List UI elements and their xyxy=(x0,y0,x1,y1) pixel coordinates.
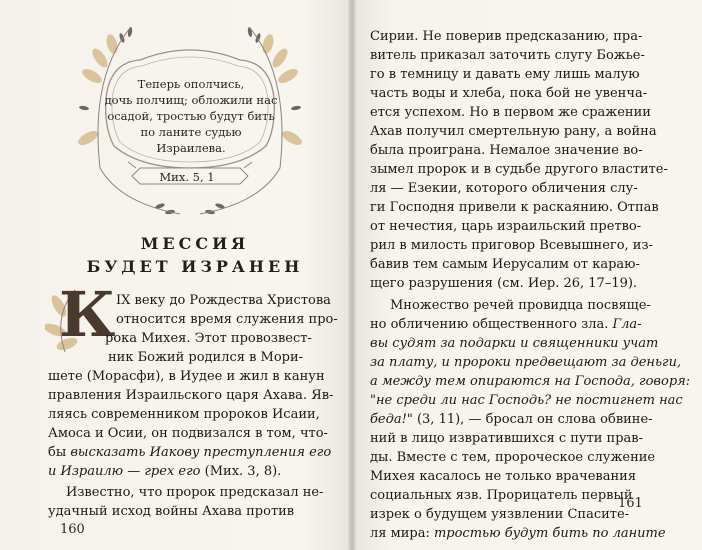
text-line: ется успехом. Но в первом же сражении xyxy=(370,105,651,120)
text-line: часть воды и хлеба, пока бой не увенча- xyxy=(370,86,648,101)
text-line: Ахав получил смертельную рану, а война xyxy=(370,124,657,139)
chapter-heading xyxy=(70,232,320,278)
text-span: (Мих. 3, 8). xyxy=(200,464,282,479)
drop-cap xyxy=(45,278,116,356)
text-line: была проиграна. Немалое значение во- xyxy=(370,143,643,158)
text-line: удачный исход войны Ахава против xyxy=(48,504,295,519)
text-line: го в темницу и давать ему лишь малую xyxy=(370,67,640,82)
text-line: социальных язв. Прорицатель первый xyxy=(370,488,633,503)
epigraph-line: осадой, тростью будут бить xyxy=(107,109,275,123)
text-span: но обличению общественного зла. xyxy=(370,317,613,332)
page-number-left: 160 xyxy=(60,522,85,537)
text-line xyxy=(370,525,666,544)
text-line xyxy=(370,316,642,335)
text-line: Амоса и Осии, он подвизался в том, что- xyxy=(48,426,328,441)
text-line: ний в лицо извратившихся с пути прав- xyxy=(370,431,643,446)
text-line: ги Господня привели к раскаянию. Отпав xyxy=(370,200,659,215)
text-line: изрек о будущем уязвлении Спасите- xyxy=(370,507,630,522)
text-line: IX веку до Рождества Христова xyxy=(116,293,331,308)
text-line: Известно, что пророк предсказал не- xyxy=(66,485,324,500)
italic-quote: Гла- xyxy=(612,317,642,332)
text-line: шете (Морасфи), в Иудее и жил в канун xyxy=(48,369,325,384)
text-line: "не среди ли нас Господь? не постигнет нас xyxy=(370,393,683,408)
heading-line-1: МЕССИЯ xyxy=(140,234,250,253)
text-span: бы xyxy=(48,445,71,460)
text-line: от нечестия, царь израильский претво- xyxy=(370,219,642,234)
epigraph-line: дочь полчищ; обложили нас xyxy=(104,93,278,107)
text-line: ляясь современником пророков Исаии, xyxy=(48,407,320,422)
text-line: Михея касалось не только врачевания xyxy=(370,469,637,484)
drop-cap-letter: К xyxy=(59,278,116,351)
text-line: Множество речей провидца посвяще- xyxy=(390,298,651,313)
text-line xyxy=(370,411,653,430)
text-span: ля мира: xyxy=(370,526,434,541)
text-line: относится время служения про- xyxy=(116,312,338,327)
text-line: щего разрушения (см. Иер. 26, 17–19). xyxy=(370,276,638,291)
text-line: рока Михея. Этот провозвест- xyxy=(105,331,312,346)
text-line: бавив тем самым Иерусалим от караю- xyxy=(370,257,640,272)
epigraph-line: Израилева. xyxy=(156,141,226,155)
epigraph-line: Теперь ополчись, xyxy=(137,77,245,91)
epigraph-reference: Мих. 5, 1 xyxy=(159,170,215,184)
text-line: а между тем опираются на Господа, говоря: xyxy=(370,374,691,389)
italic-quote: и Израилю — грех его xyxy=(48,464,201,479)
italic-quote: беда!" xyxy=(370,412,413,427)
text-line: ды. Вместе с тем, пророческое служение xyxy=(370,450,656,465)
italic-quote: тростью будут бить по ланите xyxy=(433,526,666,541)
text-line: рил в милость приговор Всевышнего, из- xyxy=(370,238,653,253)
text-line: Сирии. Не поверив предсказанию, пра- xyxy=(370,29,643,44)
text-line: ник Божий родился в Мори- xyxy=(108,350,304,365)
text-line: вы судят за подарки и священники учат xyxy=(370,336,659,351)
epigraph-line: по ланите судью xyxy=(140,125,242,139)
text-line xyxy=(48,444,331,463)
page-number-right: 161 xyxy=(618,496,643,511)
text-line: правления Израильского царя Ахава. Яв- xyxy=(48,388,334,403)
epigraph xyxy=(96,76,286,156)
text-line xyxy=(48,463,281,482)
text-line: ля — Езекии, которого обличения слу- xyxy=(370,181,638,196)
book-gutter xyxy=(348,0,356,550)
text-line: зымел пророк и в судьбе другого властите- xyxy=(370,162,668,177)
text-line: витель приказал заточить слугу Божье- xyxy=(370,48,645,63)
italic-quote: высказать Иакову преступления его xyxy=(70,445,332,460)
text-line: за плату, и пророки предвещают за деньги, xyxy=(370,355,682,370)
text-span: (3, 11), — бросал он слова обвине- xyxy=(412,412,653,427)
heading-line-2: БУДЕТ ИЗРАНЕН xyxy=(86,257,304,276)
